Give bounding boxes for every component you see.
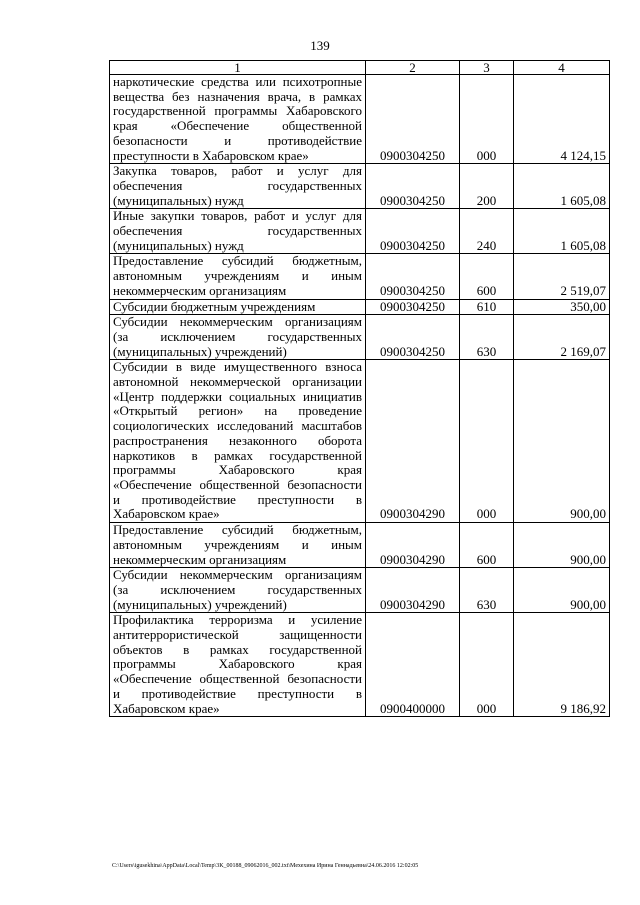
table-row: [110, 299, 610, 315]
table-row: [110, 613, 610, 717]
row-sum-cell: 4 124,15: [514, 75, 610, 164]
row-code-cell: 0900304250: [366, 254, 460, 299]
column-header-3: 3: [460, 61, 514, 75]
file-path-footer: C:\Users\igusekhina\AppData\Local\Temp\3K_00188_09062016_002.txt\Мехехина Ирина Геннадьевна\24.06.2016 12:02:05: [112, 863, 419, 869]
row-sum-cell: 900,00: [514, 360, 610, 523]
table-row: [110, 75, 610, 164]
row-code-cell: 0900304250: [366, 75, 460, 164]
row-sum-cell: 9 186,92: [514, 613, 610, 717]
row-code-cell: 0900304250: [366, 209, 460, 254]
row-name-cell: Иные закупки товаров, работ и услуг для обеспечения государственных (муниципальных) нужд: [110, 209, 366, 254]
column-header-4: 4: [514, 61, 610, 75]
row-name-cell: Предоставление субсидий бюджетным, автономным учреждениям и иным некоммерческим организациям: [110, 523, 366, 568]
row-sum-cell: 350,00: [514, 299, 610, 315]
row-sum-cell: 900,00: [514, 523, 610, 568]
row-name-cell: Субсидии в виде имущественного взноса автономной некоммерческой организации «Центр поддержки социальных инициатив «Открытый регион» на проведение социологических исследований масштабов распространения незаконного оборота наркотиков в рамках государственной программы Хабаровского края «Обеспечение общественной безопасности и противодействие преступности в Хабаровском крае»: [110, 360, 366, 523]
table-row: [110, 523, 610, 568]
row-name-cell: Предоставление субсидий бюджетным, автономным учреждениям и иным некоммерческим организациям: [110, 254, 366, 299]
table-row: [110, 568, 610, 613]
table-row: [110, 254, 610, 299]
table-row: [110, 209, 610, 254]
row-type-cell: 000: [460, 360, 514, 523]
row-code-cell: 0900304250: [366, 164, 460, 209]
table-row: [110, 164, 610, 209]
row-type-cell: 240: [460, 209, 514, 254]
row-type-cell: 630: [460, 568, 514, 613]
row-code-cell: 0900304250: [366, 299, 460, 315]
row-code-cell: 0900304290: [366, 523, 460, 568]
row-type-cell: 000: [460, 75, 514, 164]
row-code-cell: 0900304250: [366, 315, 460, 360]
page-number: 139: [310, 38, 330, 53]
row-name-cell: Субсидии некоммерческим организациям (за исключением государственных (муниципальных) учреждений): [110, 568, 366, 613]
table-row: [110, 360, 610, 523]
row-sum-cell: 1 605,08: [514, 209, 610, 254]
row-type-cell: 200: [460, 164, 514, 209]
row-name-cell: Профилактика терроризма и усиление антитеррористической защищенности объектов в рамках государственной программы Хабаровского края «Обеспечение общественной безопасности и противодействие преступности в Хабаровском крае»: [110, 613, 366, 717]
row-type-cell: 610: [460, 299, 514, 315]
budget-table: [109, 60, 610, 717]
row-code-cell: 0900304290: [366, 568, 460, 613]
row-name-cell: Закупка товаров, работ и услуг для обеспечения государственных (муниципальных) нужд: [110, 164, 366, 209]
row-code-cell: 0900400000: [366, 613, 460, 717]
row-sum-cell: 2 519,07: [514, 254, 610, 299]
row-name-cell: Субсидии некоммерческим организациям (за исключением государственных (муниципальных) учреждений): [110, 315, 366, 360]
row-sum-cell: 2 169,07: [514, 315, 610, 360]
row-type-cell: 600: [460, 254, 514, 299]
row-sum-cell: 900,00: [514, 568, 610, 613]
row-code-cell: 0900304290: [366, 360, 460, 523]
table-row: [110, 315, 610, 360]
row-name-cell: Субсидии бюджетным учреждениям: [110, 299, 366, 315]
row-name-cell: наркотические средства или психотропные вещества без назначения врача, в рамках государственной программы Хабаровского края «Обеспечение общественной безопасности и противодействие преступности в Хабаровском крае»: [110, 75, 366, 164]
row-type-cell: 600: [460, 523, 514, 568]
column-header-2: 2: [366, 61, 460, 75]
row-type-cell: 630: [460, 315, 514, 360]
column-header-1: 1: [110, 61, 366, 75]
row-type-cell: 000: [460, 613, 514, 717]
row-sum-cell: 1 605,08: [514, 164, 610, 209]
table-header-row: [110, 61, 610, 75]
